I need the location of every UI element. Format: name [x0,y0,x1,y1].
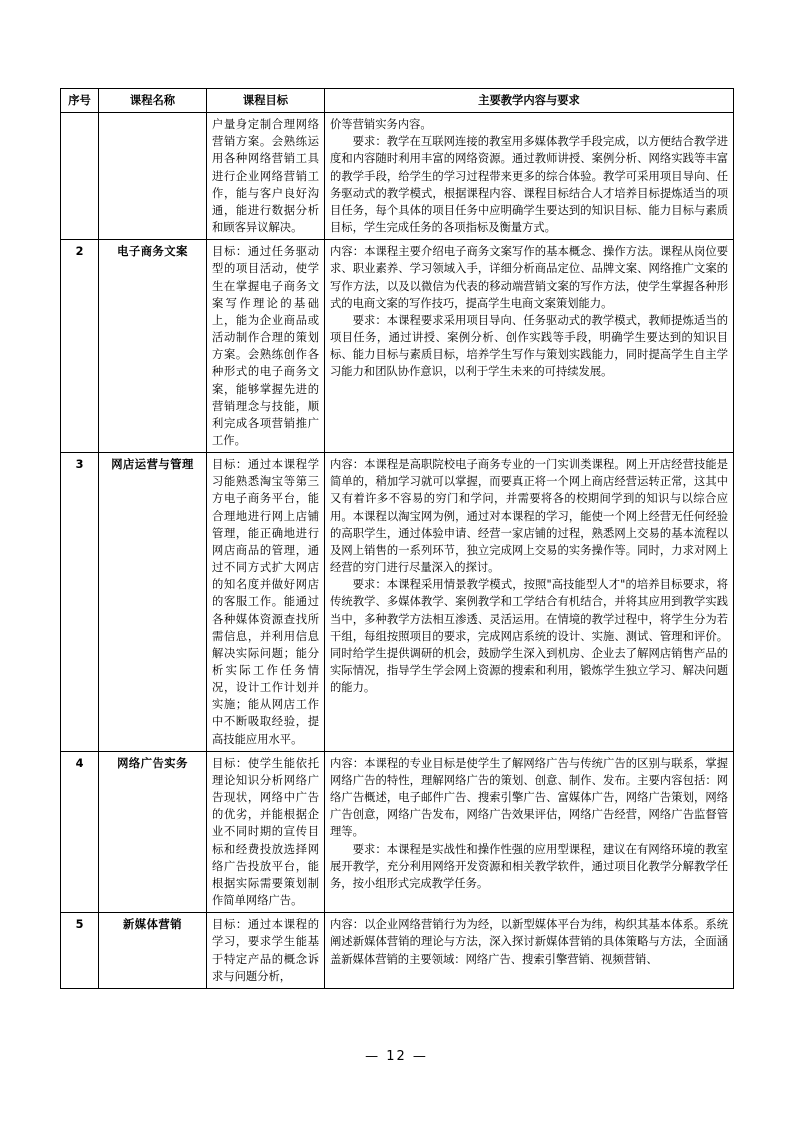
cell-course-content [325,240,734,453]
content-paragraph: 内容：本课程是高职院校电子商务专业的一门实训类课程。网上开店经营技能是简单的，稍加学习就可以掌握，而要真正将一个网上商店经营运转正常，这其中又有着许多不容易的穷门和学问，并需要将各的校期间学到的知识与以综合应用。本课程以淘宝网为例，通过对本课程的学习，能使一个网上经营无任何经验的高职学生，通过体验申请、经营一家店铺的过程，熟悉网上交易的基本流程以及网上销售的一系列环节，独立完成网上交易的实务操作等。同时，力求对网上经营的穷门进行尽量深入的探讨。 [330,458,728,575]
content-paragraph: 内容：本课程主要介绍电子商务文案写作的基本概念、操作方法。课程从岗位要求、职业素养、学习领域入手，详细分析商品定位、品牌文案、网络推广文案的写作方法，以及以微信为代表的移动端营销文案的写作方法，使学生掌握各种形式的电商文案的写作技巧，提高学生电商文案策划能力。 [330,245,728,310]
column-header-goal: 课程目标 [207,89,325,113]
cell-course-goal [207,453,325,752]
content-paragraph: 内容：本课程的专业目标是使学生了解网络广告与传统广告的区别与联系，掌握网络广告的特性，理解网络广告的策划、创意、制作、发布。主要内容包括：网络广告概述，电子邮件广告、搜索引擎广告、富媒体广告，网络广告策划，网络广告创意，网络广告发布，网络广告效果评估，网络广告经营，网络广告监督管理等。 [330,756,728,839]
cell-course-goal [207,751,325,912]
cell-course-name: 电子商务文案 [99,240,207,453]
cell-seq: 3 [61,453,99,752]
goal-paragraph: 目标：使学生能依托理论知识分析网络广告现状，网络中广告的优劣，并能根据企业不同时期的宣传目标和经费投放选择网络广告投放平台，能根据实际需要策划制作简单网络广告。 [212,756,319,908]
cell-seq: 5 [61,913,99,989]
column-header-seq: 序号 [61,89,99,113]
cell-course-content [325,913,734,989]
cell-seq: 2 [61,240,99,453]
table-header [61,89,734,113]
cell-course-name [99,113,207,240]
goal-paragraph: 目标：通过任务驱动型的项目活动，使学生在掌握电子商务文案写作理论的基础上，能为企业商品或活动制作合理的策划方案。会熟练创作各种形式的电子商务文案，能够掌握先进的营销理念与技能，顺利完成各项营销推广工作。 [212,245,319,447]
cell-course-name: 网络广告实务 [99,751,207,912]
goal-paragraph: 户量身定制合理网络营销方案。会熟练运用各种网络营销工具进行企业网络营销工作，能与客户良好沟通，能进行数据分析和顾客异议解决。 [212,118,319,235]
content-paragraph: 要求：教学在互联网连接的教室用多媒体教学手段完成，以方便结合教学进度和内容随时利用丰富的网络资源。通过教师讲授、案例分析、网络实践等丰富的教学手段，给学生的学习过程带来更多的综合体验。教学可采用项目导向、任务驱动式的教学模式，根据课程内容、课程目标结合人才培养目标提炼适当的项目任务，每个具体的项目任务中应明确学生要达到的知识目标、能力目标与素质目标，学生完成任务的各项指标及衡量方式。 [330,135,728,235]
course-table [60,88,734,989]
content-paragraph: 要求：本课程采用情景教学模式，按照"高技能型人才"的培养目标要求，将传统教学、多媒体教学、案例教学和工学结合有机结合，并将其应用到教学实践当中，多种教学方法相互渗透、灵活运用。在情境的教学过程中，将学生分为若干组，每组按照项目的要求，完成网店系统的设计、实施、测试、管理和评价。同时给学生提供调研的机会，鼓励学生深入到机房、企业去了解网店销售产品的实际情况，指导学生学会网上资源的搜索和利用，锻炼学生独立学习、解决问题的能力。 [330,578,728,695]
cell-course-content [325,751,734,912]
table-row [61,453,734,752]
content-paragraph: 内容：以企业网络营销行为为经，以新型媒体平台为纬，构织其基本体系。系统阐述新媒体营销的理论与方法，深入探讨新媒体营销的具体策略与方法，全面涵盖新媒体营销的主要领域：网络广告、搜索引擎营销、视频营销、 [330,918,728,966]
table-row [61,751,734,912]
table-body [61,113,734,989]
table-header-row [61,89,734,113]
cell-course-goal [207,240,325,453]
content-paragraph: 要求：本课程要求采用项目导向、任务驱动式的教学模式，教师提炼适当的项目任务，通过讲授、案例分析、创作实践等手段，明确学生要达到的知识目标、能力目标与素质目标，培养学生写作与策划实践能力，同时提高学生自主学习能力和团队协作意识，以利于学生未来的可持续发展。 [330,313,728,379]
content-paragraph: 价等营销实务内容。 [330,118,432,132]
cell-seq [61,113,99,240]
cell-course-goal [207,913,325,989]
cell-course-name: 新媒体营销 [99,913,207,989]
goal-paragraph: 目标：通过本课程的学习，要求学生能基于特定产品的概念诉求与问题分析， [212,918,319,983]
cell-course-name: 网店运营与管理 [99,453,207,752]
cell-course-content [325,113,734,240]
cell-seq: 4 [61,751,99,912]
cell-course-goal [207,113,325,240]
table-row [61,113,734,240]
table-row [61,913,734,989]
page-number: — 12 — [365,1049,428,1064]
column-header-content: 主要教学内容与要求 [325,89,734,113]
goal-paragraph: 目标：通过本课程学习能熟悉淘宝等第三方电子商务平台，能合理地进行网上店铺管理，能正确地进行网店商品的管理，通过不同方式扩大网店的知名度并做好网店的客服工作。能通过各种媒体资源查找所需信息，并利用信息解决实际问题；能分析实际工作任务情况，设计工作计划并实施；能从网店工作中不断吸取经验，提高技能应用水平。 [212,458,319,746]
content-paragraph: 要求：本课程是实战性和操作性强的应用型课程，建议在有网络环境的教室展开教学，充分利用网络开发资源和相关教学软件，通过项目化教学分解教学任务，按小组形式完成教学任务。 [330,842,728,890]
column-header-name: 课程名称 [99,89,207,113]
table-row [61,240,734,453]
cell-course-content [325,453,734,752]
